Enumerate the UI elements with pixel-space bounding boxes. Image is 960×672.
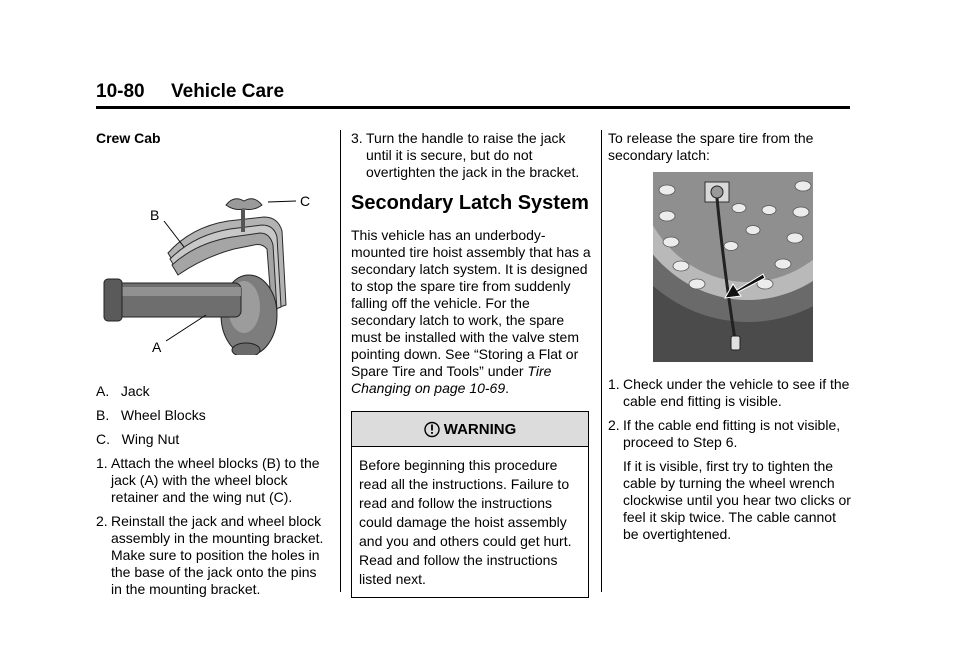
paragraph-text: This vehicle has an underbody-mounted tire hoist assembly that has a secondary latch system. It is designed to stop the spare tire from suddenly falling off the vehicle. For the secondary latch to work, the spare must be installed with the valve stem pointing down. See “Storing a Flat or Spare Tire and Tools” under xyxy=(351,227,591,379)
middle-column xyxy=(351,130,591,598)
step-item xyxy=(608,376,853,410)
right-column xyxy=(608,130,853,550)
step-number: 2. xyxy=(96,513,108,529)
step-number: 1. xyxy=(608,376,620,392)
warning-header xyxy=(352,412,588,447)
warning-title: WARNING xyxy=(443,420,517,438)
step-text: Turn the handle to raise the jack until it is secure, but do not overtighten the jack in the bracket. xyxy=(366,130,580,180)
legend-item: C. Wing Nut xyxy=(96,431,180,447)
step-item xyxy=(351,130,591,181)
legend-item: A. Jack xyxy=(96,383,150,399)
step-item xyxy=(96,455,331,506)
crew-cab-heading: Crew Cab xyxy=(96,130,161,146)
jack-assembly-figure xyxy=(96,155,331,355)
page-header xyxy=(96,80,850,109)
secondary-latch-heading: Secondary Latch System xyxy=(351,192,589,214)
figure-label-c: C xyxy=(300,193,311,209)
step-text: Check under the vehicle to see if the cable end fitting is visible. xyxy=(623,376,850,409)
warning-text: Before beginning this procedure read all the instructions. Failure to read and follow the instructions could damage the hoist assembly and you and others could get hurt. Read and follow the instructions listed next. xyxy=(359,457,572,587)
step-item xyxy=(608,417,853,451)
figure-label-a: A xyxy=(152,339,162,355)
step-sub-paragraph: If it is visible, first try to tighten the cable by turning the wheel wrench clockwise until you hear two clicks or feel it skip twice. The cable cannot be overtightened. xyxy=(623,458,851,542)
step-number: 2. xyxy=(608,417,620,433)
page-number: 10-80 xyxy=(96,81,145,102)
cross-reference-link[interactable]: Tire Changing on page 10-69 xyxy=(351,363,552,396)
step-number: 3. xyxy=(351,130,363,146)
secondary-latch-paragraph xyxy=(351,227,591,397)
column-divider xyxy=(601,130,602,592)
warning-icon xyxy=(424,421,440,438)
section-title: Vehicle Care xyxy=(171,81,285,102)
step-number: 1. xyxy=(96,455,108,471)
column-divider xyxy=(340,130,341,592)
step-text: Reinstall the jack and wheel block assembly in the mounting bracket. Make sure to position the holes in the base of the jack onto the pins in the mounting bracket. xyxy=(111,513,324,597)
step-text: If the cable end fitting is not visible, proceed to Step 6. xyxy=(623,417,841,450)
release-intro: To release the spare tire from the secondary latch: xyxy=(608,130,814,163)
warning-box xyxy=(351,411,589,598)
step-text: Attach the wheel blocks (B) to the jack (A) with the wheel block retainer and the wing nut (C). xyxy=(111,455,320,505)
legend-item: B. Wheel Blocks xyxy=(96,407,206,423)
paragraph-end: . xyxy=(505,380,510,396)
step-item xyxy=(96,513,331,598)
spare-tire-latch-figure xyxy=(653,172,813,362)
left-column xyxy=(96,130,331,605)
figure-label-b: B xyxy=(150,207,160,223)
